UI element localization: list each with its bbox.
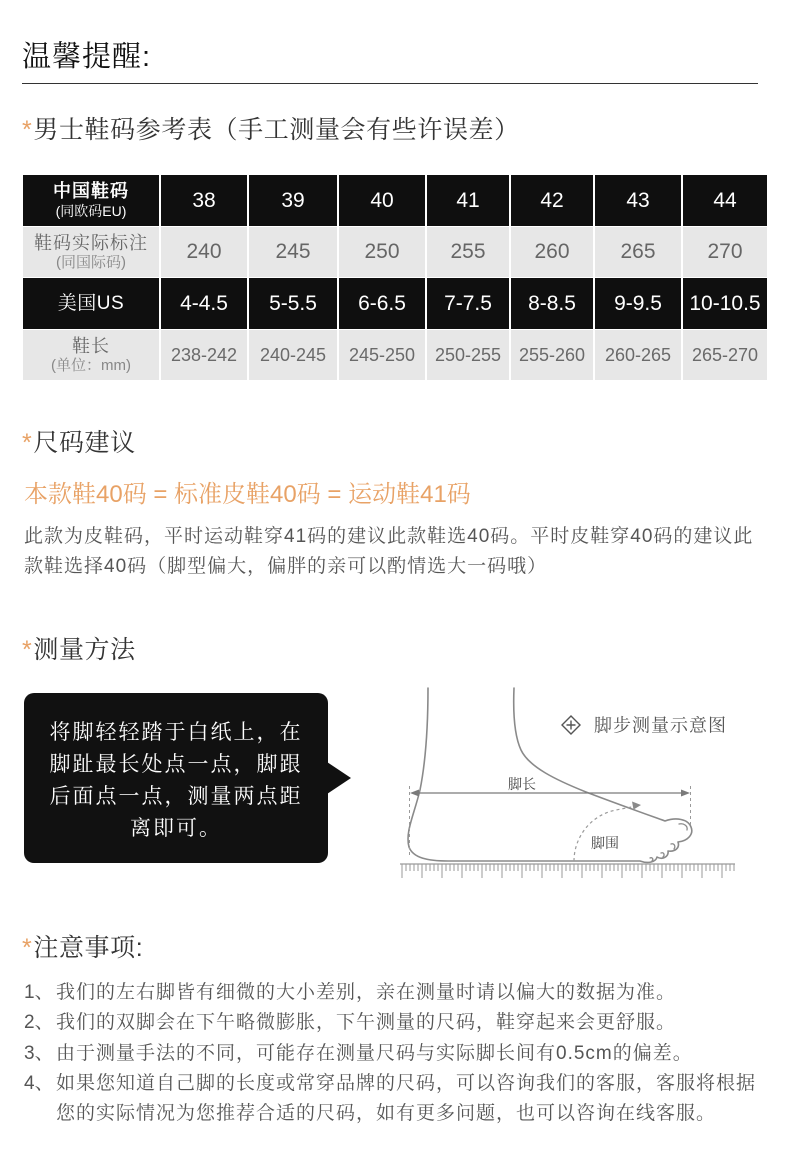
table-cell: 260 [511, 227, 593, 277]
list-item-text: 我们的双脚会在下午略微膨胀，下午测量的尺码，鞋穿起来会更舒服。 [56, 1012, 677, 1034]
table-cell: 8-8.5 [511, 278, 593, 329]
heading-marker: * [22, 116, 33, 144]
table-cell: 265-270 [683, 330, 767, 380]
row-header-cell [23, 278, 159, 329]
table-cell: 40 [339, 175, 425, 226]
instruction-text [24, 717, 328, 845]
table-cell: 39 [249, 175, 337, 226]
table-cell: 38 [161, 175, 247, 226]
table-cell: 250 [339, 227, 425, 277]
toe-details [650, 824, 687, 861]
table-cell: 260-265 [595, 330, 681, 380]
list-item-text: 我们的左右脚皆有细微的大小差别，亲在测量时请以偏大的数据为准。 [56, 982, 677, 1003]
list-item-text: 由于测量手法的不同，可能存在测量尺码与实际脚长间有0.5cm的偏差。 [56, 1042, 693, 1064]
list-item-number: 1、 [24, 982, 54, 1003]
foot-length-arrow [410, 790, 690, 797]
size-table [23, 175, 767, 380]
foot-measurement-diagram [390, 684, 750, 888]
table-cell: 255-260 [511, 330, 593, 380]
table-cell: 240-245 [249, 330, 337, 380]
table-row-label-size [23, 227, 767, 277]
size-advice-description [24, 522, 753, 582]
size-equation: 本款鞋40码 = 标准皮鞋40码 = 运动鞋41码 [24, 481, 471, 508]
row-header-cell [23, 175, 159, 226]
notes-list [24, 978, 756, 1129]
table-cell: 6-6.5 [339, 278, 425, 329]
table-cell: 255 [427, 227, 509, 277]
ruler [402, 864, 734, 878]
heading-text: 注意事项: [33, 934, 144, 962]
list-item-number: 3、 [24, 1042, 54, 1064]
list-item-text: 如果您知道自己脚的长度或常穿品牌的尺码，可以咨询我们的客服，客服将根据 [56, 1072, 757, 1094]
list-item [24, 1008, 756, 1038]
row-header-cell [23, 330, 159, 380]
table-cell: 10-10.5 [683, 278, 767, 329]
table-cell: 43 [595, 175, 681, 226]
foot-length-label: 脚长 [508, 776, 536, 792]
list-item [24, 978, 756, 1008]
instruction-callout [24, 693, 328, 863]
table-cell: 41 [427, 175, 509, 226]
heading-text: 男士鞋码参考表（手工测量会有些许误差） [33, 116, 520, 144]
table-cell: 270 [683, 227, 767, 277]
instruction-line: 将脚轻轻踏于白纸上，在 [49, 721, 303, 744]
table-cell: 42 [511, 175, 593, 226]
page-title: 温馨提醒: [22, 41, 152, 73]
row-header-label: 中国鞋码 [53, 181, 129, 201]
foot-girth-arrowhead [632, 802, 641, 810]
notes-heading [22, 933, 143, 963]
heading-marker: * [22, 636, 33, 664]
row-header-label: 美国US [57, 293, 125, 314]
title-divider [22, 83, 758, 84]
list-item [24, 1069, 756, 1099]
instruction-line: 后面点一点，测量两点距 [49, 785, 303, 808]
size-advice-heading [22, 428, 136, 458]
table-cell: 245-250 [339, 330, 425, 380]
table-cell: 9-9.5 [595, 278, 681, 329]
callout-pointer [327, 762, 351, 794]
table-cell: 265 [595, 227, 681, 277]
row-header-sublabel: (同欧码EU) [55, 203, 127, 219]
diagram-title: 脚步测量示意图 [594, 715, 727, 736]
description-line: 款鞋选择40码（脚型偏大，偏胖的亲可以酌情选大一码哦） [24, 556, 548, 577]
row-header-label: 鞋码实际标注 [34, 232, 148, 253]
table-cell: 7-7.5 [427, 278, 509, 329]
table-row-foot-length [23, 330, 767, 380]
diamond-plus-icon [562, 716, 580, 734]
table-row-china-size [23, 175, 767, 226]
table-cell: 238-242 [161, 330, 247, 380]
heading-marker: * [22, 934, 33, 962]
heading-text: 尺码建议 [33, 429, 136, 457]
list-item-number: 4、 [24, 1072, 54, 1094]
row-header-sublabel: (单位：mm) [51, 356, 131, 374]
table-cell: 44 [683, 175, 767, 226]
size-table-heading [22, 115, 520, 145]
row-header-label: 鞋长 [72, 335, 110, 356]
list-item-continuation: 您的实际情况为您推荐合适的尺码，如有更多问题，也可以咨询在线客服。 [56, 1103, 717, 1125]
instruction-line: 脚趾最长处点一点，脚跟 [49, 753, 303, 776]
foot-girth-label: 脚围 [591, 835, 619, 851]
foot-outline [408, 688, 692, 862]
table-cell: 240 [161, 227, 247, 277]
table-row-us-size [23, 278, 767, 329]
foot-girth-arc [574, 807, 634, 862]
table-cell: 5-5.5 [249, 278, 337, 329]
length-guide-lines [410, 786, 691, 858]
description-line: 此款为皮鞋码，平时运动鞋穿41码的建议此款鞋选40码。平时皮鞋穿40码的建议此 [24, 526, 754, 547]
table-cell: 4-4.5 [161, 278, 247, 329]
measure-heading [22, 635, 136, 665]
row-header-sublabel: (同国际码) [56, 253, 126, 271]
table-cell: 245 [249, 227, 337, 277]
list-item-number: 2、 [24, 1012, 54, 1034]
row-header-cell [23, 227, 159, 277]
list-item [24, 1039, 756, 1069]
instruction-line: 离即可。 [130, 817, 222, 840]
table-cell: 250-255 [427, 330, 509, 380]
heading-marker: * [22, 429, 33, 457]
heading-text: 测量方法 [33, 636, 136, 664]
